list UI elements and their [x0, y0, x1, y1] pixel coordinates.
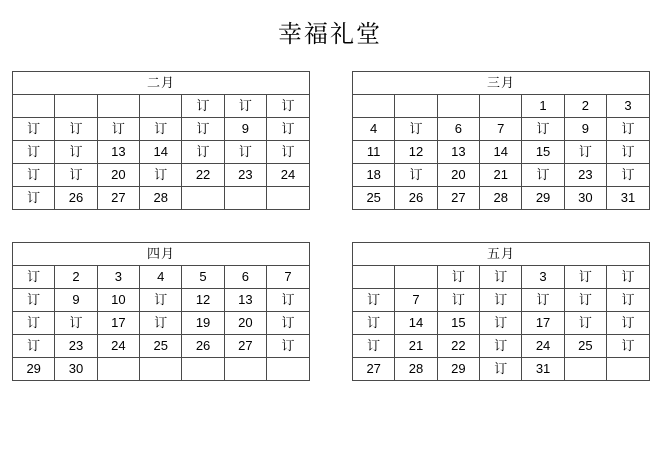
day-cell-booked[interactable]: 订: [522, 118, 564, 141]
day-cell[interactable]: 24: [97, 335, 139, 358]
day-cell[interactable]: [353, 266, 395, 289]
calendar-may: [352, 242, 650, 381]
day-cell[interactable]: 25: [564, 335, 606, 358]
day-cell[interactable]: [182, 187, 224, 210]
day-cell-booked[interactable]: 订: [182, 95, 224, 118]
day-cell[interactable]: 2: [55, 266, 97, 289]
day-cell[interactable]: [395, 266, 437, 289]
calendar-week-row: [353, 141, 650, 164]
day-cell[interactable]: 26: [182, 335, 224, 358]
day-cell-booked[interactable]: 订: [267, 95, 310, 118]
day-cell[interactable]: [395, 95, 437, 118]
day-cell-booked[interactable]: 订: [522, 289, 564, 312]
calendar-week-row: [353, 266, 650, 289]
calendar-week-row: [13, 266, 310, 289]
calendar-table: [352, 242, 650, 381]
day-cell[interactable]: 20: [437, 164, 479, 187]
day-cell-booked[interactable]: 订: [607, 118, 650, 141]
day-cell-booked[interactable]: 订: [395, 164, 437, 187]
calendar-week-row: [353, 289, 650, 312]
day-cell-booked[interactable]: 订: [55, 164, 97, 187]
day-cell-booked[interactable]: 订: [267, 289, 310, 312]
day-cell[interactable]: [224, 358, 266, 381]
day-cell[interactable]: 4: [140, 266, 182, 289]
calendar-week-row: [13, 118, 310, 141]
day-cell-booked[interactable]: 订: [522, 164, 564, 187]
day-cell-booked[interactable]: 订: [607, 312, 650, 335]
day-cell-booked[interactable]: 订: [140, 118, 182, 141]
day-cell-booked[interactable]: 订: [182, 118, 224, 141]
calendar-header-row: [13, 243, 310, 266]
calendar-week-row: [353, 335, 650, 358]
day-cell[interactable]: 29: [13, 358, 55, 381]
day-cell[interactable]: 28: [395, 358, 437, 381]
day-cell[interactable]: 6: [437, 118, 479, 141]
calendar-table: [352, 71, 650, 210]
day-cell[interactable]: 7: [480, 118, 522, 141]
day-cell[interactable]: 3: [522, 266, 564, 289]
day-cell[interactable]: 31: [607, 187, 650, 210]
day-cell-booked[interactable]: 订: [395, 118, 437, 141]
day-cell-booked[interactable]: 订: [607, 164, 650, 187]
day-cell-booked[interactable]: 订: [564, 141, 606, 164]
day-cell[interactable]: 29: [522, 187, 564, 210]
day-cell[interactable]: 31: [522, 358, 564, 381]
day-cell[interactable]: 26: [395, 187, 437, 210]
day-cell[interactable]: 13: [224, 289, 266, 312]
calendar-header-row: [13, 72, 310, 95]
day-cell-booked[interactable]: 订: [13, 141, 55, 164]
day-cell-booked[interactable]: 订: [13, 266, 55, 289]
calendar-week-row: [13, 95, 310, 118]
day-cell[interactable]: 20: [224, 312, 266, 335]
calendar-table: [12, 242, 310, 381]
day-cell[interactable]: 4: [353, 118, 395, 141]
day-cell[interactable]: 12: [182, 289, 224, 312]
day-cell-booked[interactable]: 订: [353, 335, 395, 358]
day-cell[interactable]: 6: [224, 266, 266, 289]
day-cell-booked[interactable]: 订: [97, 118, 139, 141]
day-cell-booked[interactable]: 订: [55, 141, 97, 164]
calendar-week-row: [13, 358, 310, 381]
day-cell-booked[interactable]: 订: [13, 289, 55, 312]
day-cell[interactable]: 23: [564, 164, 606, 187]
day-cell[interactable]: [55, 95, 97, 118]
day-cell[interactable]: 13: [97, 141, 139, 164]
day-cell-booked[interactable]: 订: [480, 358, 522, 381]
day-cell[interactable]: 22: [437, 335, 479, 358]
day-cell[interactable]: [13, 95, 55, 118]
day-cell-booked[interactable]: 订: [13, 335, 55, 358]
day-cell[interactable]: 9: [55, 289, 97, 312]
day-cell-booked[interactable]: 订: [564, 266, 606, 289]
day-cell[interactable]: 23: [224, 164, 266, 187]
day-cell-booked[interactable]: 订: [480, 266, 522, 289]
calendar-grid: [0, 71, 660, 381]
day-cell[interactable]: 3: [607, 95, 650, 118]
day-cell[interactable]: [437, 95, 479, 118]
day-cell[interactable]: 24: [522, 335, 564, 358]
month-label: 四月: [13, 243, 310, 266]
day-cell[interactable]: 18: [353, 164, 395, 187]
day-cell[interactable]: 30: [564, 187, 606, 210]
day-cell-booked[interactable]: 订: [140, 289, 182, 312]
day-cell[interactable]: 9: [224, 118, 266, 141]
calendar-header-row: [353, 72, 650, 95]
day-cell[interactable]: 26: [55, 187, 97, 210]
day-cell[interactable]: [564, 358, 606, 381]
day-cell[interactable]: [607, 358, 650, 381]
day-cell[interactable]: 5: [182, 266, 224, 289]
month-label: 三月: [353, 72, 650, 95]
day-cell-booked[interactable]: 订: [13, 164, 55, 187]
day-cell[interactable]: 28: [480, 187, 522, 210]
day-cell[interactable]: [480, 95, 522, 118]
day-cell[interactable]: 27: [353, 358, 395, 381]
day-cell[interactable]: 27: [437, 187, 479, 210]
calendar-week-row: [13, 141, 310, 164]
calendar-week-row: [13, 312, 310, 335]
day-cell[interactable]: [267, 187, 310, 210]
day-cell-booked[interactable]: 订: [267, 312, 310, 335]
day-cell[interactable]: 2: [564, 95, 606, 118]
day-cell-booked[interactable]: 订: [140, 164, 182, 187]
calendar-week-row: [353, 312, 650, 335]
day-cell-booked[interactable]: 订: [437, 266, 479, 289]
day-cell[interactable]: 25: [353, 187, 395, 210]
day-cell[interactable]: 17: [97, 312, 139, 335]
day-cell[interactable]: [140, 358, 182, 381]
day-cell[interactable]: 14: [140, 141, 182, 164]
day-cell-booked[interactable]: 订: [13, 118, 55, 141]
day-cell[interactable]: 23: [55, 335, 97, 358]
day-cell[interactable]: 14: [395, 312, 437, 335]
calendar-header-row: [353, 243, 650, 266]
calendar-week-row: [353, 118, 650, 141]
day-cell-booked[interactable]: 订: [353, 312, 395, 335]
day-cell-booked[interactable]: 订: [607, 335, 650, 358]
day-cell-booked[interactable]: 订: [480, 289, 522, 312]
calendar-week-row: [353, 95, 650, 118]
calendar-week-row: [353, 358, 650, 381]
day-cell-booked[interactable]: 订: [267, 141, 310, 164]
calendar-april: [12, 242, 310, 381]
day-cell-booked[interactable]: 订: [353, 289, 395, 312]
day-cell-booked[interactable]: 订: [267, 335, 310, 358]
calendar-week-row: [13, 335, 310, 358]
day-cell[interactable]: 3: [97, 266, 139, 289]
day-cell[interactable]: 27: [97, 187, 139, 210]
day-cell-booked[interactable]: 订: [437, 289, 479, 312]
day-cell[interactable]: [97, 95, 139, 118]
day-cell[interactable]: 12: [395, 141, 437, 164]
day-cell[interactable]: 29: [437, 358, 479, 381]
day-cell[interactable]: 21: [395, 335, 437, 358]
day-cell[interactable]: 28: [140, 187, 182, 210]
day-cell-booked[interactable]: 订: [224, 95, 266, 118]
day-cell-booked[interactable]: 订: [564, 289, 606, 312]
day-cell-booked[interactable]: 订: [182, 141, 224, 164]
day-cell[interactable]: [353, 95, 395, 118]
day-cell[interactable]: 24: [267, 164, 310, 187]
day-cell[interactable]: 17: [522, 312, 564, 335]
day-cell[interactable]: 9: [564, 118, 606, 141]
month-label: 二月: [13, 72, 310, 95]
day-cell[interactable]: [182, 358, 224, 381]
day-cell-booked[interactable]: 订: [480, 335, 522, 358]
day-cell[interactable]: 19: [182, 312, 224, 335]
day-cell-booked[interactable]: 订: [224, 141, 266, 164]
day-cell[interactable]: 22: [182, 164, 224, 187]
day-cell[interactable]: 15: [522, 141, 564, 164]
day-cell-booked[interactable]: 订: [607, 289, 650, 312]
day-cell-booked[interactable]: 订: [55, 312, 97, 335]
day-cell[interactable]: 27: [224, 335, 266, 358]
day-cell[interactable]: 13: [437, 141, 479, 164]
day-cell[interactable]: 11: [353, 141, 395, 164]
calendar-week-row: [13, 164, 310, 187]
day-cell[interactable]: 25: [140, 335, 182, 358]
day-cell-booked[interactable]: 订: [267, 118, 310, 141]
calendar-week-row: [353, 164, 650, 187]
day-cell[interactable]: [97, 358, 139, 381]
day-cell[interactable]: 1: [522, 95, 564, 118]
day-cell[interactable]: 21: [480, 164, 522, 187]
calendar-week-row: [353, 187, 650, 210]
day-cell[interactable]: 20: [97, 164, 139, 187]
day-cell-booked[interactable]: 订: [140, 312, 182, 335]
day-cell[interactable]: 15: [437, 312, 479, 335]
calendar-week-row: [13, 289, 310, 312]
day-cell-booked[interactable]: 订: [607, 141, 650, 164]
day-cell[interactable]: 14: [480, 141, 522, 164]
day-cell[interactable]: [224, 187, 266, 210]
day-cell-booked[interactable]: 订: [480, 312, 522, 335]
day-cell[interactable]: 30: [55, 358, 97, 381]
calendar-march: [352, 71, 650, 210]
day-cell-booked[interactable]: 订: [55, 118, 97, 141]
day-cell[interactable]: 7: [395, 289, 437, 312]
month-label: 五月: [353, 243, 650, 266]
day-cell[interactable]: [267, 358, 310, 381]
calendar-week-row: [13, 187, 310, 210]
calendar-february: [12, 71, 310, 210]
day-cell-booked[interactable]: 订: [607, 266, 650, 289]
day-cell[interactable]: 10: [97, 289, 139, 312]
page-title: 幸福礼堂: [278, 21, 382, 48]
day-cell-booked[interactable]: 订: [13, 312, 55, 335]
day-cell[interactable]: 7: [267, 266, 310, 289]
calendar-table: [12, 71, 310, 210]
day-cell-booked[interactable]: 订: [13, 187, 55, 210]
day-cell-booked[interactable]: 订: [564, 312, 606, 335]
day-cell[interactable]: [140, 95, 182, 118]
